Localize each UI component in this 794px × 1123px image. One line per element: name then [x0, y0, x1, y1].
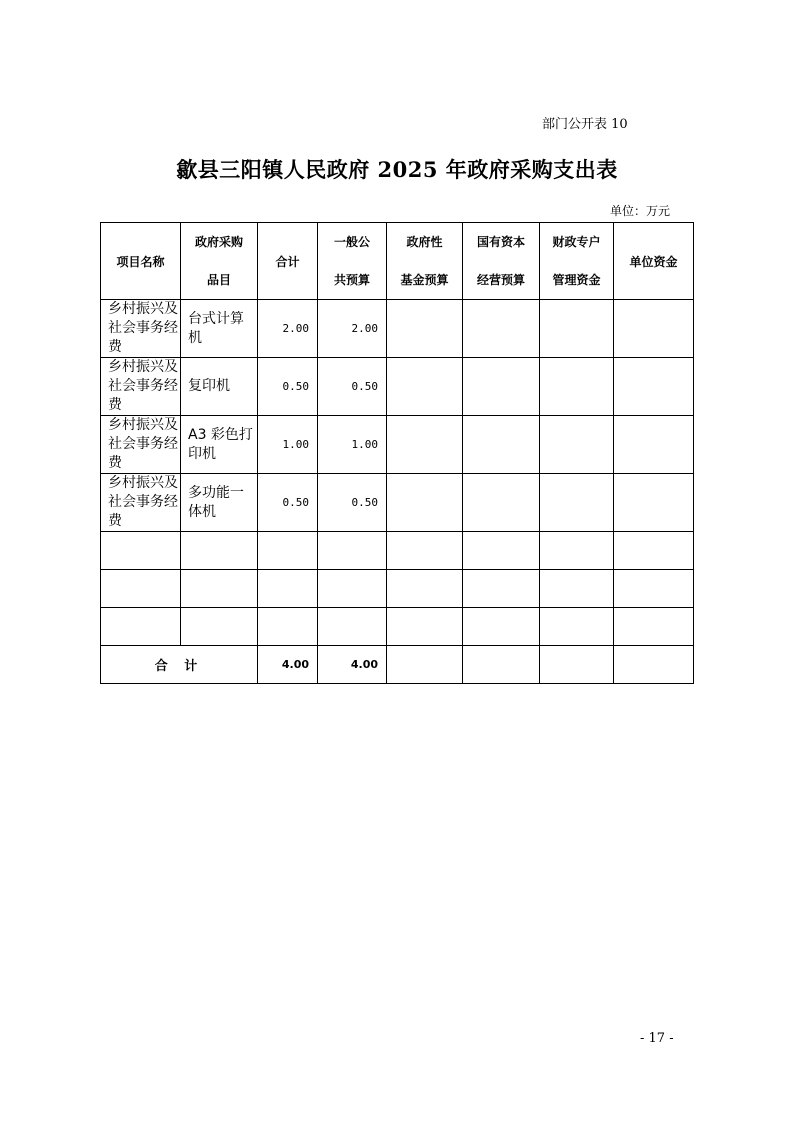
empty-cell	[540, 358, 614, 416]
header-state-line2: 经营预算	[476, 273, 525, 287]
header-general-line2: 共预算	[333, 273, 370, 287]
header-unit-funds: 单位资金	[614, 223, 694, 300]
empty-cell	[540, 532, 614, 570]
empty-cell	[387, 358, 463, 416]
project-name-cell: 乡村振兴及社会事务经费	[101, 358, 181, 416]
item-cell: A3 彩色打印机	[181, 416, 258, 474]
empty-cell	[387, 646, 463, 684]
empty-cell	[614, 608, 694, 646]
total-row	[101, 646, 694, 684]
empty-cell	[101, 608, 181, 646]
general-budget-cell: 2.00	[318, 300, 387, 358]
header-item-line1: 政府采购	[194, 235, 243, 249]
empty-cell	[463, 358, 540, 416]
header-special-line1: 财政专户	[552, 235, 601, 249]
empty-cell	[614, 646, 694, 684]
empty-cell	[614, 474, 694, 532]
empty-cell	[540, 416, 614, 474]
total-cell: 1.00	[258, 416, 318, 474]
empty-cell	[387, 570, 463, 608]
header-item	[181, 223, 258, 300]
empty-row	[101, 570, 694, 608]
empty-cell	[614, 570, 694, 608]
header-item-line2: 品目	[206, 273, 231, 287]
header-fund-budget	[387, 223, 463, 300]
general-budget-cell: 0.50	[318, 358, 387, 416]
procurement-table	[100, 222, 694, 684]
empty-cell	[258, 570, 318, 608]
empty-cell	[101, 570, 181, 608]
header-row	[101, 223, 694, 300]
header-general-line1: 一般公	[333, 235, 370, 249]
empty-cell	[463, 416, 540, 474]
unit-label: 单位：万元	[610, 204, 671, 218]
empty-cell	[318, 570, 387, 608]
item-cell: 台式计算机	[181, 300, 258, 358]
header-state-line1: 国有资本	[476, 235, 525, 249]
general-budget-cell: 1.00	[318, 416, 387, 474]
empty-cell	[463, 646, 540, 684]
header-fund-line2: 基金预算	[400, 273, 449, 287]
empty-cell	[258, 608, 318, 646]
empty-cell	[318, 608, 387, 646]
total-cell: 0.50	[258, 358, 318, 416]
empty-cell	[387, 416, 463, 474]
empty-cell	[540, 570, 614, 608]
empty-cell	[614, 532, 694, 570]
project-name-cell: 乡村振兴及社会事务经费	[101, 474, 181, 532]
project-name-cell: 乡村振兴及社会事务经费	[101, 300, 181, 358]
empty-cell	[540, 300, 614, 358]
empty-cell	[540, 474, 614, 532]
table-row	[101, 474, 694, 532]
table-number: 部门公开表 10	[542, 117, 628, 132]
empty-cell	[463, 300, 540, 358]
empty-cell	[181, 532, 258, 570]
total-cell: 0.50	[258, 474, 318, 532]
empty-cell	[463, 570, 540, 608]
header-state-capital	[463, 223, 540, 300]
empty-cell	[463, 474, 540, 532]
page-title: 歙县三阳镇人民政府 2025 年政府采购支出表	[176, 157, 618, 182]
table-row	[101, 358, 694, 416]
header-special-account	[540, 223, 614, 300]
grand-general-cell: 4.00	[318, 646, 387, 684]
empty-row	[101, 532, 694, 570]
empty-cell	[540, 608, 614, 646]
empty-row	[101, 608, 694, 646]
empty-cell	[463, 532, 540, 570]
item-cell: 多功能一体机	[181, 474, 258, 532]
header-total: 合计	[258, 223, 318, 300]
empty-cell	[614, 358, 694, 416]
empty-cell	[387, 300, 463, 358]
header-project-name: 项目名称	[101, 223, 181, 300]
empty-cell	[101, 532, 181, 570]
empty-cell	[258, 532, 318, 570]
table-row	[101, 300, 694, 358]
header-fund-line1: 政府性	[406, 235, 443, 249]
total-cell: 2.00	[258, 300, 318, 358]
empty-cell	[463, 608, 540, 646]
empty-cell	[387, 532, 463, 570]
empty-cell	[540, 646, 614, 684]
grand-total-cell: 4.00	[258, 646, 318, 684]
page-number: - 17 -	[640, 1031, 674, 1046]
header-special-line2: 管理资金	[552, 273, 601, 287]
item-cell: 复印机	[181, 358, 258, 416]
empty-cell	[387, 474, 463, 532]
empty-cell	[614, 300, 694, 358]
empty-cell	[181, 570, 258, 608]
empty-cell	[181, 608, 258, 646]
empty-cell	[318, 532, 387, 570]
empty-cell	[614, 416, 694, 474]
project-name-cell: 乡村振兴及社会事务经费	[101, 416, 181, 474]
empty-cell	[387, 608, 463, 646]
total-label: 合 计	[101, 646, 258, 684]
header-general-budget	[318, 223, 387, 300]
general-budget-cell: 0.50	[318, 474, 387, 532]
table-row	[101, 416, 694, 474]
